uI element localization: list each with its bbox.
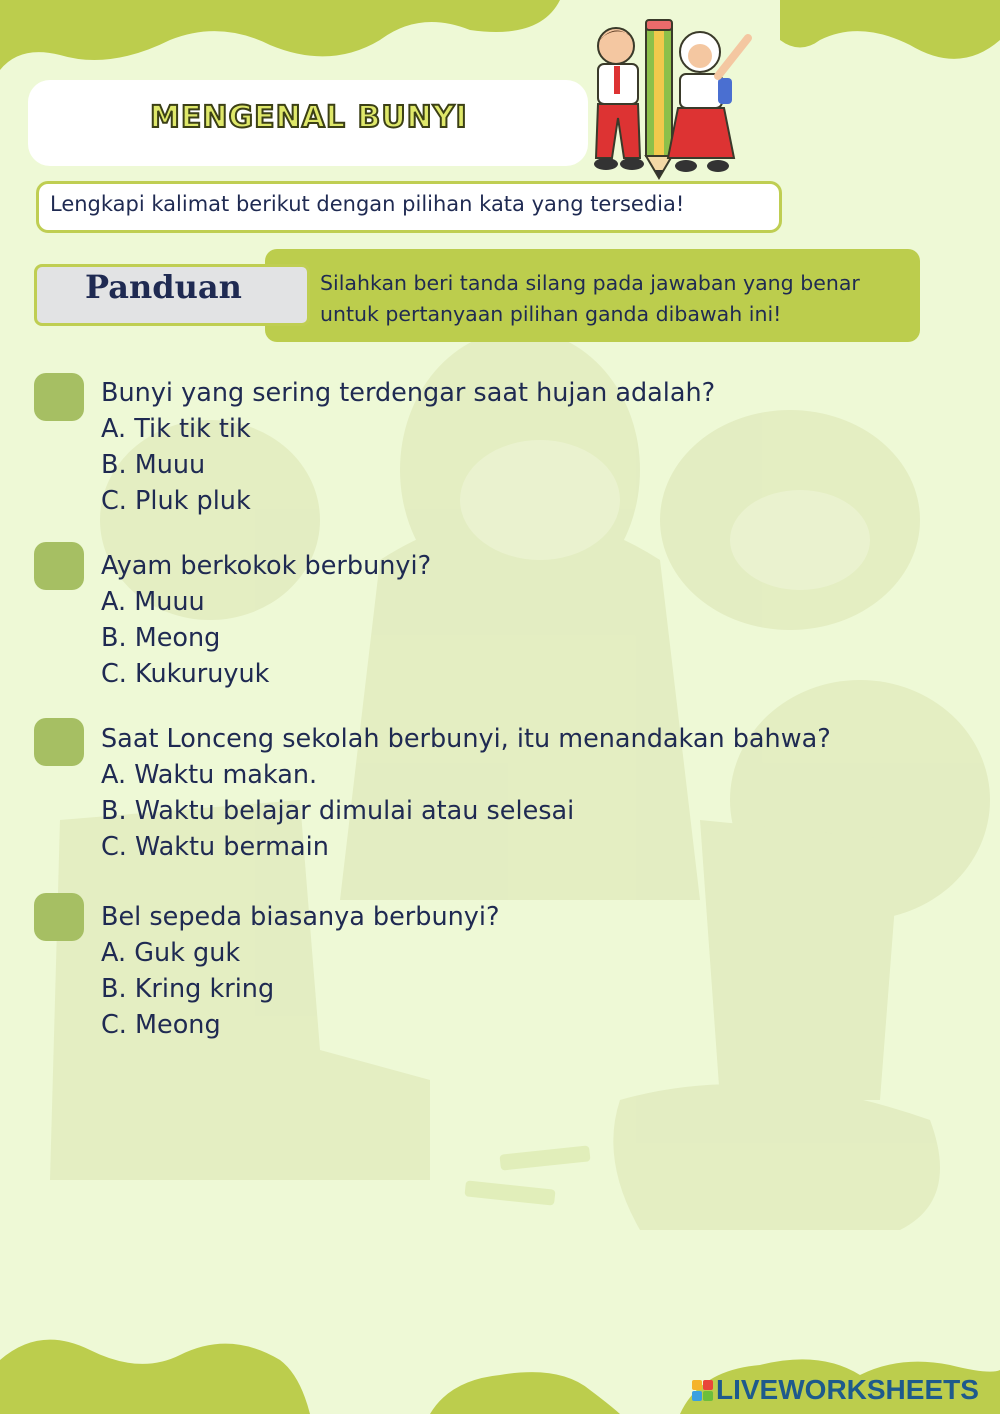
question-1-option-c: C. Pluk pluk — [101, 486, 251, 516]
question-3-option-b: B. Waktu belajar dimulai atau selesai — [101, 796, 575, 826]
question-2-option-c: C. Kukuruyuk — [101, 659, 270, 689]
answer-box-3[interactable] — [34, 718, 84, 766]
question-4-option-b: B. Kring kring — [101, 974, 275, 1004]
page-title: MENGENAL BUNYI — [150, 100, 468, 135]
question-3-option-c: C. Waktu bermain — [101, 832, 329, 862]
question-3-option-a: A. Waktu makan. — [101, 760, 318, 790]
guide-text-line-1: Silahkan beri tanda silang pada jawaban yang benar — [320, 271, 860, 295]
question-2-option-b: B. Meong — [101, 623, 221, 653]
guide-text — [320, 268, 910, 330]
question-3-text: Saat Lonceng sekolah berbunyi, itu menandakan bahwa? — [101, 724, 831, 754]
answer-box-1[interactable] — [34, 373, 84, 421]
liveworksheets-logo — [692, 1373, 979, 1407]
brand-name: LIVEWORKSHEETS — [716, 1374, 979, 1405]
guide-label: Panduan — [85, 268, 242, 306]
question-2-text: Ayam berkokok berbunyi? — [101, 551, 432, 581]
question-4-text: Bel sepeda biasanya berbunyi? — [101, 902, 500, 932]
question-1-option-a: A. Tik tik tik — [101, 414, 251, 444]
answer-box-2[interactable] — [34, 542, 84, 590]
question-1-text: Bunyi yang sering terdengar saat hujan adalah? — [101, 378, 716, 408]
instruction-text: Lengkapi kalimat berikut dengan pilihan kata yang tersedia! — [50, 192, 685, 216]
question-4-option-a: A. Guk guk — [101, 938, 241, 968]
liveworksheets-icon — [692, 1380, 713, 1401]
guide-text-line-2: untuk pertanyaan pilihan ganda dibawah ini! — [320, 302, 782, 326]
question-4-option-c: C. Meong — [101, 1010, 221, 1040]
top-scallop-border — [0, 0, 1000, 80]
question-2-option-a: A. Muuu — [101, 587, 205, 617]
children-with-pencil-illustration — [568, 18, 763, 184]
answer-box-4[interactable] — [34, 893, 84, 941]
question-1-option-b: B. Muuu — [101, 450, 206, 480]
